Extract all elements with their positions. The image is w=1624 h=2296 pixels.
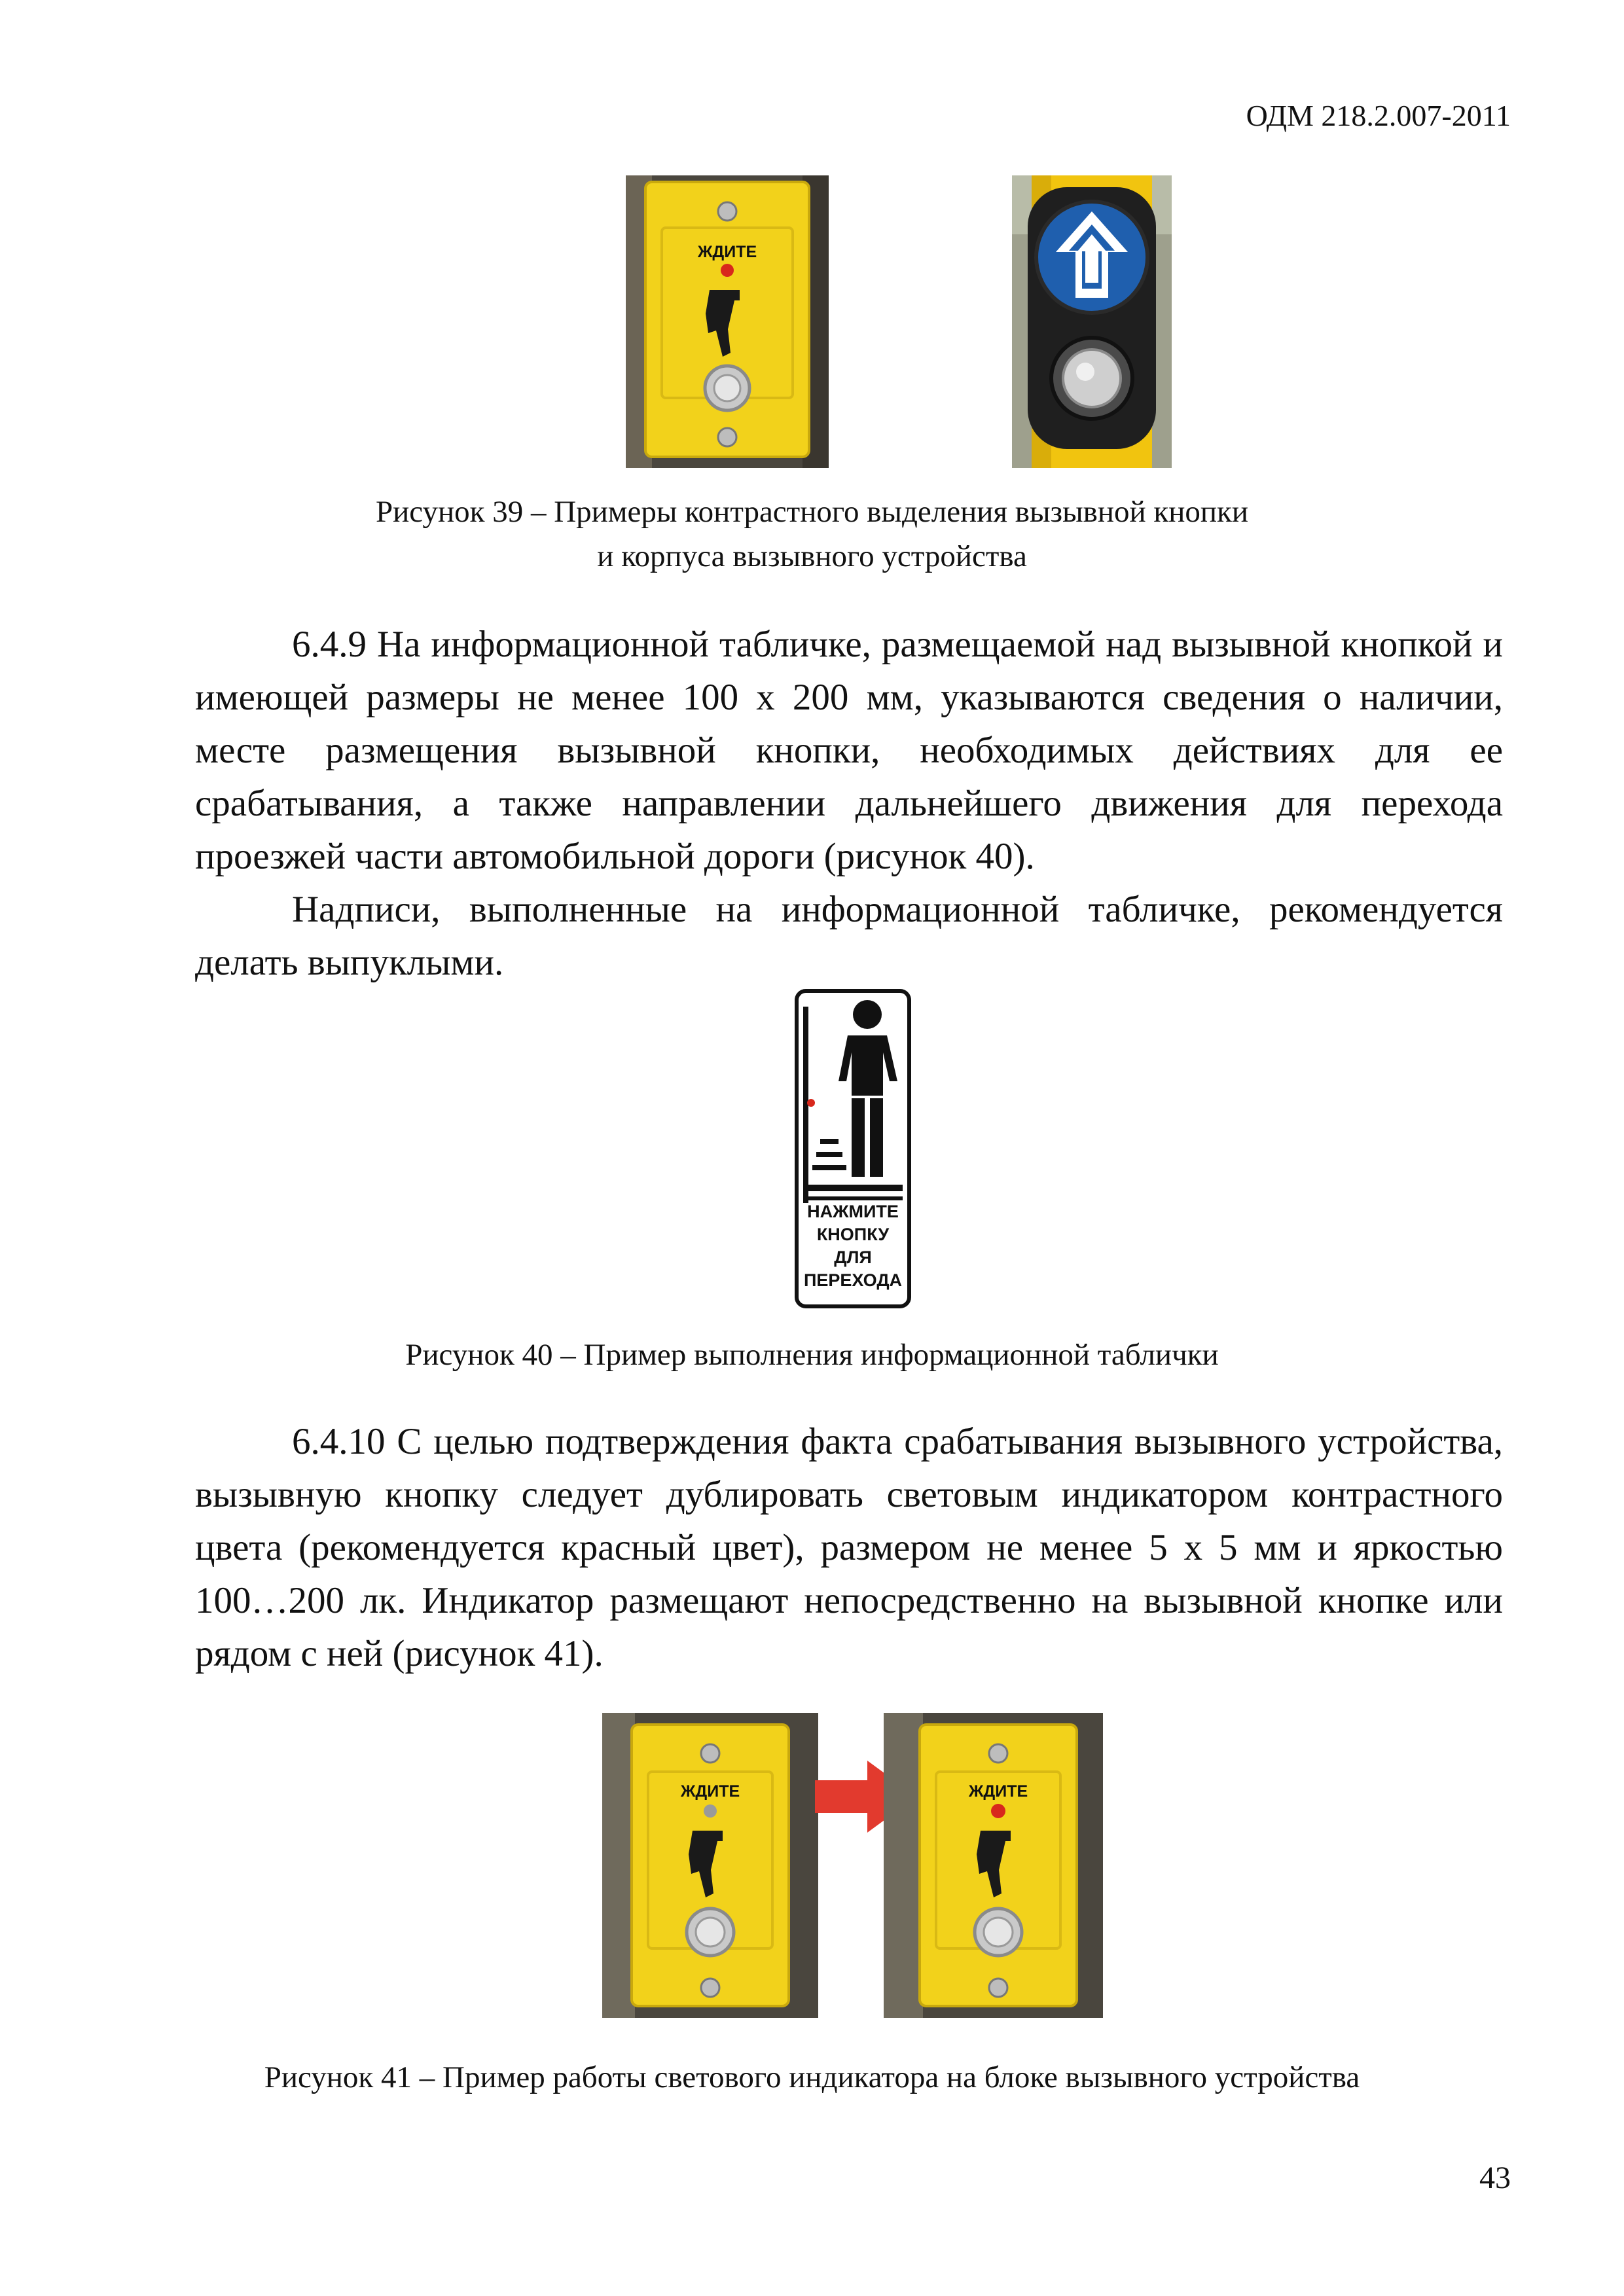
figure-40-information-sign <box>794 988 912 1309</box>
sign-line-2: КНОПКУ <box>816 1225 890 1244</box>
figure-39-caption-line-2: и корпуса вызывного устройства <box>597 539 1027 573</box>
right-wait-label: ЖДИТЕ <box>968 1782 1028 1801</box>
page-number: 43 <box>1479 2161 1511 2195</box>
figure-41-caption: Рисунок 41 – Пример работы светового индикатора на блоке вызывного устройства <box>264 2060 1360 2094</box>
paragraph-6-4-9: 6.4.9 На информационной табличке, размещаемой над вызывной кнопкой и имеющей размеры не менее 100 х 200 мм, указываются сведения о наличии, месте размещения вызывной кнопки, необходимых действиях для ее срабатывания, а также направлении дальнейшего движения для перехода проезжей части автомобильной дороги (рисунок 40). <box>195 624 1503 877</box>
wait-label: ЖДИТЕ <box>697 243 757 261</box>
sign-line-3: ДЛЯ <box>834 1247 872 1267</box>
figure-39-caption-line-1: Рисунок 39 – Примеры контрастного выделения вызывной кнопки <box>375 495 1249 529</box>
figure-40-caption: Рисунок 40 – Пример выполнения информационной таблички <box>405 1338 1219 1372</box>
paragraph-6-4-10: 6.4.10 С целью подтверждения факта срабатывания вызывного устройства, вызывную кнопку следует дублировать световым индикатором контрастного цвета (рекомендуется красный цвет), размером не менее 5 х 5 мм и яркостью 100…200 лк. Индикатор размещают непосредственно на вызывной кнопке или рядом с ней (рисунок 41). <box>195 1421 1503 1674</box>
left-wait-label: ЖДИТЕ <box>680 1782 740 1801</box>
figure-41-photo-indicator-on <box>884 1713 1103 2018</box>
paragraph-inscriptions: Надписи, выполненные на информационной табличке, рекомендуется делать выпуклыми. <box>195 889 1503 983</box>
figure-41-photo-indicator-off <box>602 1713 818 2018</box>
figure-39-photo-blue-arrow-button <box>1012 175 1172 468</box>
figure-39-photo-yellow-button <box>626 175 829 468</box>
document-code: ОДМ 218.2.007-2011 <box>1246 99 1511 132</box>
sign-line-1: НАЖМИТЕ <box>807 1202 899 1221</box>
sign-line-4: ПЕРЕХОДА <box>803 1270 903 1290</box>
